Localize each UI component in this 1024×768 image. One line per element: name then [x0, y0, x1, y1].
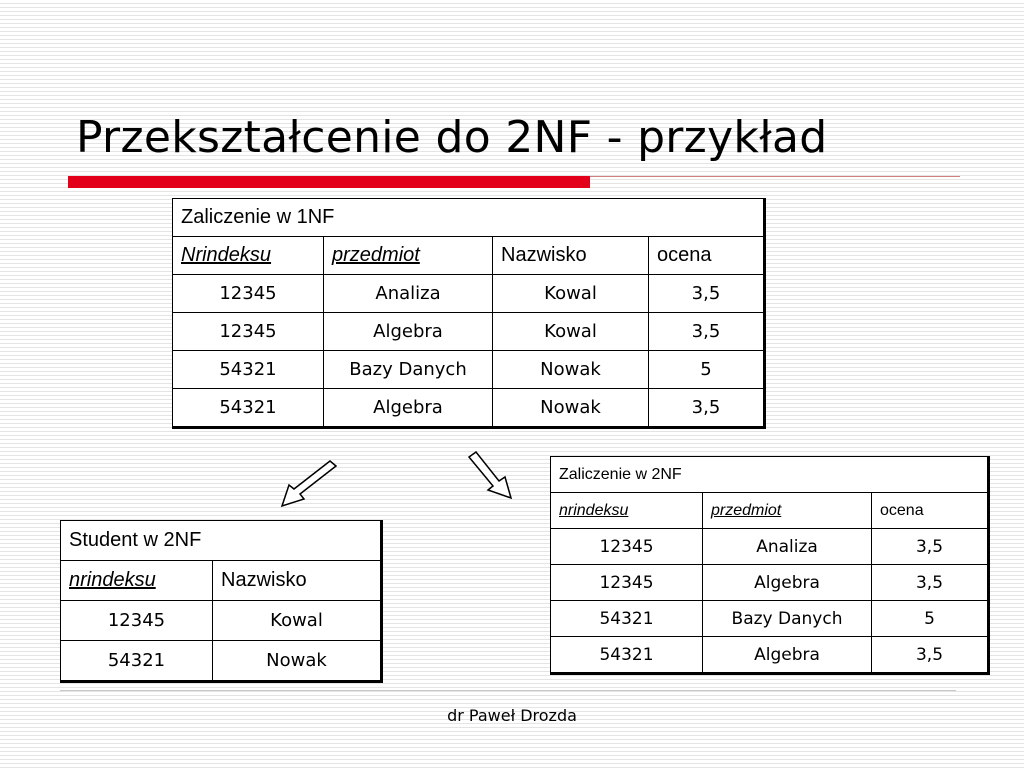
table-cell: 12345 [551, 529, 703, 565]
table-cell: Bazy Danych [324, 351, 493, 389]
arrow-down-right-icon [466, 450, 516, 502]
table-row [173, 313, 765, 351]
table-row [61, 601, 382, 641]
table-cell: 54321 [61, 641, 213, 682]
table-row [551, 565, 989, 601]
table-cell: Kowal [493, 313, 649, 351]
column-header-nazwisko: Nazwisko [493, 237, 649, 275]
table-header-row [173, 237, 765, 275]
title-underline-accent [68, 176, 590, 188]
table-cell: Algebra [703, 565, 872, 601]
column-header-ocena: ocena [649, 237, 765, 275]
table-cell: 12345 [61, 601, 213, 641]
arrow-down-left-icon [278, 460, 340, 510]
slide-title: Przekształcenie do 2NF - przykład [76, 112, 828, 163]
table-student-2nf [60, 520, 383, 683]
table-cell: 3,5 [872, 565, 989, 601]
table-cell: 3,5 [649, 389, 765, 428]
table-row [173, 351, 765, 389]
table-cell: Kowal [493, 275, 649, 313]
table-cell: Analiza [703, 529, 872, 565]
column-header-przedmiot: przedmiot [703, 493, 872, 529]
column-header-nrindeksu: Nrindeksu [173, 237, 324, 275]
table-cell: 3,5 [872, 637, 989, 674]
table-header-row [551, 493, 989, 529]
column-header-nrindeksu: nrindeksu [551, 493, 703, 529]
table-cell: Bazy Danych [703, 601, 872, 637]
table-row [551, 601, 989, 637]
table-cell: Algebra [324, 389, 493, 428]
table-cell: 3,5 [649, 275, 765, 313]
table-cell: 12345 [551, 565, 703, 601]
table-cell: 5 [872, 601, 989, 637]
footer-author: dr Paweł Drozda [447, 706, 577, 725]
table-header-row [61, 561, 382, 601]
table-cell: 12345 [173, 313, 324, 351]
table-cell: Kowal [213, 601, 382, 641]
table-cell: 54321 [173, 389, 324, 428]
table-cell: Analiza [324, 275, 493, 313]
table-row [173, 389, 765, 428]
footer-divider [60, 690, 956, 691]
table-cell: 3,5 [649, 313, 765, 351]
table-cell: 54321 [551, 601, 703, 637]
table-caption: Zaliczenie w 2NF [551, 457, 989, 493]
table-cell: 54321 [173, 351, 324, 389]
table-cell: Nowak [493, 389, 649, 428]
table-zaliczenie-2nf [550, 456, 990, 675]
table-row [173, 275, 765, 313]
table-cell: Algebra [324, 313, 493, 351]
column-header-ocena: ocena [872, 493, 989, 529]
table-caption: Zaliczenie w 1NF [173, 199, 765, 237]
table-caption: Student w 2NF [61, 521, 382, 561]
table-cell: Nowak [493, 351, 649, 389]
table-cell: Algebra [703, 637, 872, 674]
table-cell: Nowak [213, 641, 382, 682]
table-row [551, 529, 989, 565]
column-header-nazwisko: Nazwisko [213, 561, 382, 601]
table-zaliczenie-1nf [172, 198, 766, 429]
table-cell: 5 [649, 351, 765, 389]
table-row [61, 641, 382, 682]
column-header-nrindeksu: nrindeksu [61, 561, 213, 601]
title-underline-thin [590, 176, 960, 177]
column-header-przedmiot: przedmiot [324, 237, 493, 275]
table-cell: 12345 [173, 275, 324, 313]
table-row [551, 637, 989, 674]
table-cell: 3,5 [872, 529, 989, 565]
table-cell: 54321 [551, 637, 703, 674]
